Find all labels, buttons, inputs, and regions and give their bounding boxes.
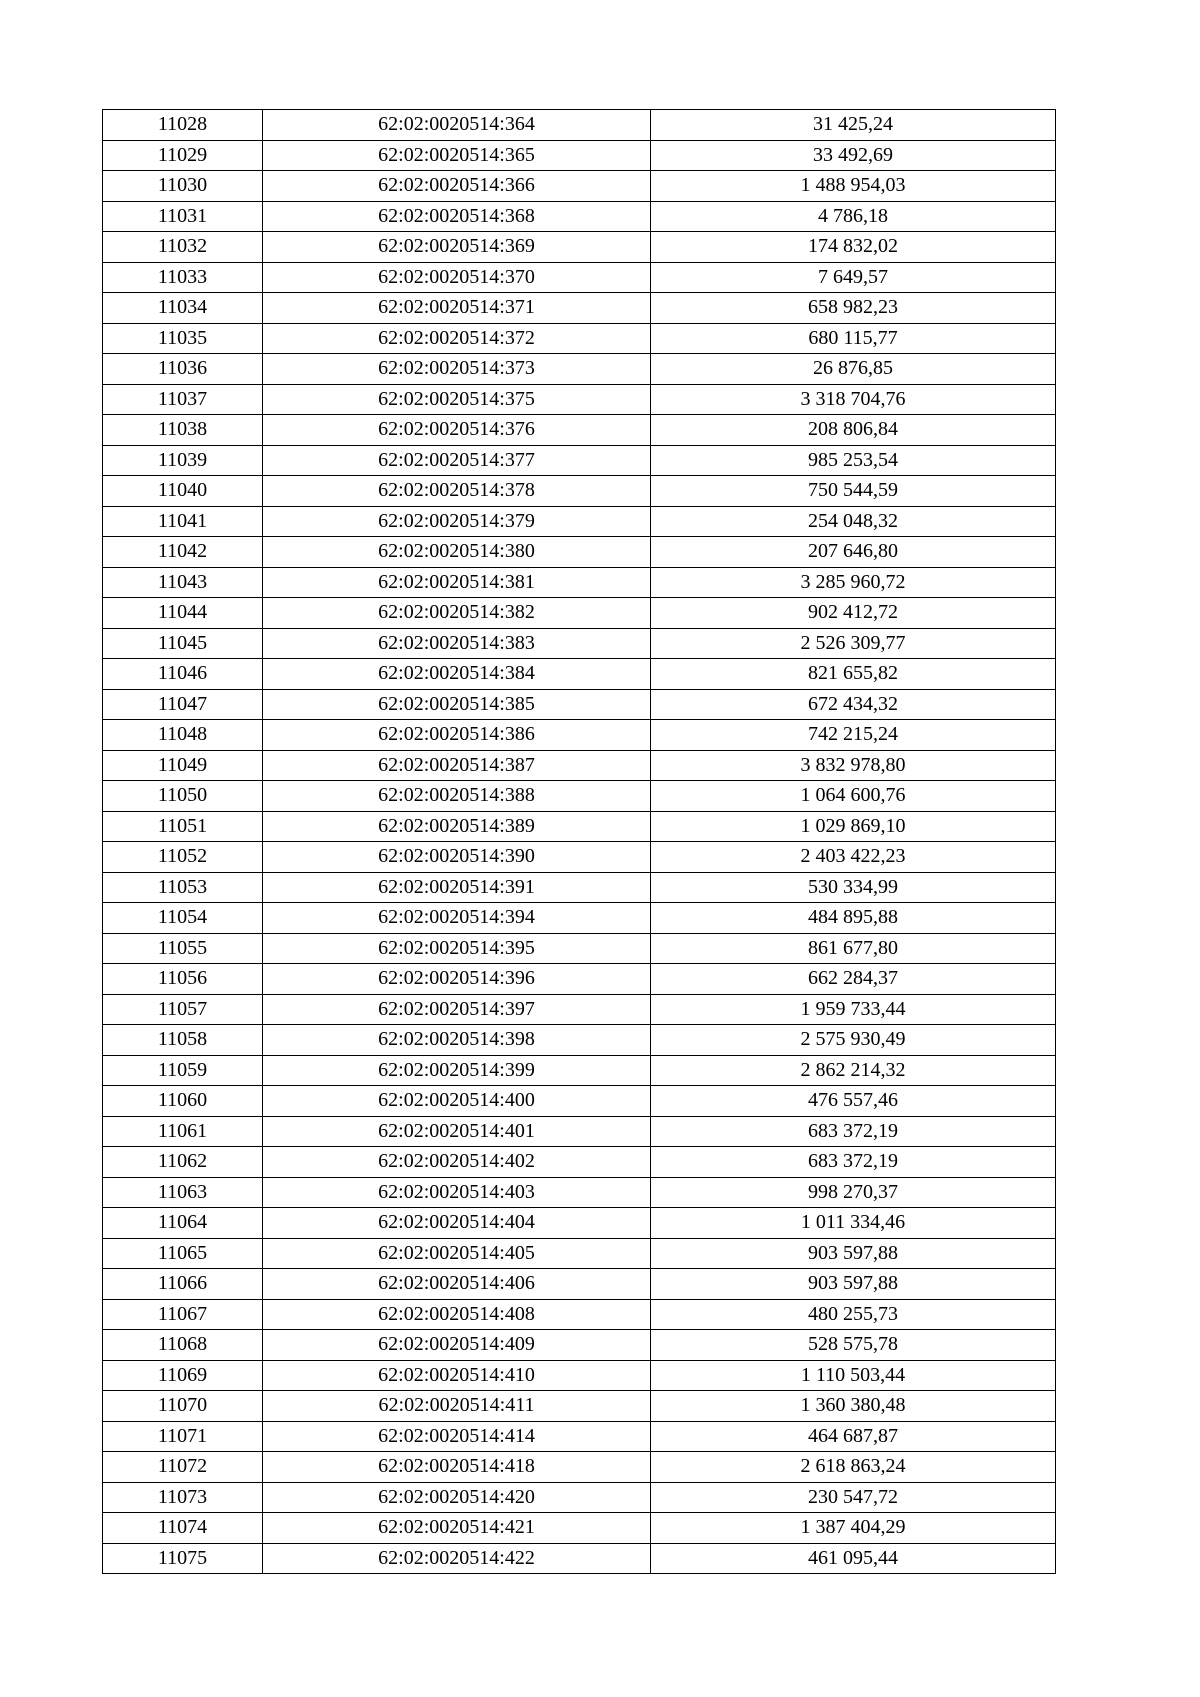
cadastral-number-cell: 62:02:0020514:369 <box>263 232 651 263</box>
table-row <box>103 1330 1056 1361</box>
row-number-cell: 11062 <box>103 1147 263 1178</box>
cadastral-value-cell: 461 095,44 <box>651 1543 1056 1574</box>
table-row <box>103 1482 1056 1513</box>
row-number-cell: 11055 <box>103 933 263 964</box>
row-number-cell: 11036 <box>103 354 263 385</box>
cadastral-value-cell: 985 253,54 <box>651 445 1056 476</box>
table-row <box>103 1025 1056 1056</box>
row-number-cell: 11047 <box>103 689 263 720</box>
cadastral-number-cell: 62:02:0020514:414 <box>263 1421 651 1452</box>
table-row <box>103 354 1056 385</box>
cadastral-number-cell: 62:02:0020514:411 <box>263 1391 651 1422</box>
cadastral-number-cell: 62:02:0020514:366 <box>263 171 651 202</box>
table-row <box>103 201 1056 232</box>
table-row <box>103 750 1056 781</box>
table-row <box>103 476 1056 507</box>
row-number-cell: 11048 <box>103 720 263 751</box>
cadastral-number-cell: 62:02:0020514:383 <box>263 628 651 659</box>
cadastral-value-cell: 207 646,80 <box>651 537 1056 568</box>
table-row <box>103 1147 1056 1178</box>
row-number-cell: 11068 <box>103 1330 263 1361</box>
cadastral-number-cell: 62:02:0020514:404 <box>263 1208 651 1239</box>
table-row <box>103 1421 1056 1452</box>
table-row <box>103 140 1056 171</box>
cadastral-number-cell: 62:02:0020514:401 <box>263 1116 651 1147</box>
cadastral-value-cell: 476 557,46 <box>651 1086 1056 1117</box>
cadastral-number-cell: 62:02:0020514:396 <box>263 964 651 995</box>
cadastral-number-cell: 62:02:0020514:380 <box>263 537 651 568</box>
cadastral-number-cell: 62:02:0020514:376 <box>263 415 651 446</box>
cadastral-value-cell: 902 412,72 <box>651 598 1056 629</box>
table-row <box>103 1360 1056 1391</box>
row-number-cell: 11038 <box>103 415 263 446</box>
cadastral-value-cell: 742 215,24 <box>651 720 1056 751</box>
cadastral-value-cell: 464 687,87 <box>651 1421 1056 1452</box>
cadastral-value-cell: 680 115,77 <box>651 323 1056 354</box>
row-number-cell: 11045 <box>103 628 263 659</box>
cadastral-value-cell: 3 832 978,80 <box>651 750 1056 781</box>
cadastral-value-cell: 658 982,23 <box>651 293 1056 324</box>
cadastral-value-cell: 750 544,59 <box>651 476 1056 507</box>
row-number-cell: 11065 <box>103 1238 263 1269</box>
cadastral-number-cell: 62:02:0020514:403 <box>263 1177 651 1208</box>
cadastral-number-cell: 62:02:0020514:410 <box>263 1360 651 1391</box>
cadastral-number-cell: 62:02:0020514:368 <box>263 201 651 232</box>
cadastral-number-cell: 62:02:0020514:395 <box>263 933 651 964</box>
row-number-cell: 11057 <box>103 994 263 1025</box>
row-number-cell: 11067 <box>103 1299 263 1330</box>
table-row <box>103 232 1056 263</box>
cadastral-value-cell: 903 597,88 <box>651 1238 1056 1269</box>
table-row <box>103 964 1056 995</box>
table-row <box>103 506 1056 537</box>
row-number-cell: 11030 <box>103 171 263 202</box>
cadastral-value-cell: 2 862 214,32 <box>651 1055 1056 1086</box>
cadastral-number-cell: 62:02:0020514:385 <box>263 689 651 720</box>
row-number-cell: 11066 <box>103 1269 263 1300</box>
cadastral-number-cell: 62:02:0020514:364 <box>263 110 651 141</box>
cadastral-number-cell: 62:02:0020514:390 <box>263 842 651 873</box>
table-row <box>103 384 1056 415</box>
row-number-cell: 11031 <box>103 201 263 232</box>
cadastral-value-cell: 998 270,37 <box>651 1177 1056 1208</box>
table-row <box>103 1208 1056 1239</box>
cadastral-number-cell: 62:02:0020514:408 <box>263 1299 651 1330</box>
row-number-cell: 11074 <box>103 1513 263 1544</box>
cadastral-number-cell: 62:02:0020514:384 <box>263 659 651 690</box>
table-body <box>103 110 1056 1574</box>
table-row <box>103 537 1056 568</box>
cadastral-value-table <box>102 109 1056 1574</box>
row-number-cell: 11051 <box>103 811 263 842</box>
row-number-cell: 11071 <box>103 1421 263 1452</box>
cadastral-number-cell: 62:02:0020514:399 <box>263 1055 651 1086</box>
cadastral-value-cell: 26 876,85 <box>651 354 1056 385</box>
cadastral-number-cell: 62:02:0020514:375 <box>263 384 651 415</box>
row-number-cell: 11040 <box>103 476 263 507</box>
table-row <box>103 110 1056 141</box>
cadastral-number-cell: 62:02:0020514:400 <box>263 1086 651 1117</box>
row-number-cell: 11052 <box>103 842 263 873</box>
table-row <box>103 1269 1056 1300</box>
row-number-cell: 11053 <box>103 872 263 903</box>
row-number-cell: 11037 <box>103 384 263 415</box>
cadastral-number-cell: 62:02:0020514:409 <box>263 1330 651 1361</box>
row-number-cell: 11028 <box>103 110 263 141</box>
cadastral-value-cell: 208 806,84 <box>651 415 1056 446</box>
row-number-cell: 11029 <box>103 140 263 171</box>
cadastral-value-cell: 2 403 422,23 <box>651 842 1056 873</box>
row-number-cell: 11063 <box>103 1177 263 1208</box>
row-number-cell: 11072 <box>103 1452 263 1483</box>
row-number-cell: 11061 <box>103 1116 263 1147</box>
table-row <box>103 659 1056 690</box>
cadastral-value-cell: 3 285 960,72 <box>651 567 1056 598</box>
cadastral-number-cell: 62:02:0020514:371 <box>263 293 651 324</box>
cadastral-value-cell: 821 655,82 <box>651 659 1056 690</box>
cadastral-number-cell: 62:02:0020514:405 <box>263 1238 651 1269</box>
cadastral-value-cell: 683 372,19 <box>651 1147 1056 1178</box>
cadastral-number-cell: 62:02:0020514:378 <box>263 476 651 507</box>
cadastral-number-cell: 62:02:0020514:365 <box>263 140 651 171</box>
cadastral-value-cell: 662 284,37 <box>651 964 1056 995</box>
table-row <box>103 1452 1056 1483</box>
cadastral-number-cell: 62:02:0020514:386 <box>263 720 651 751</box>
table-row <box>103 1086 1056 1117</box>
table-row <box>103 933 1056 964</box>
row-number-cell: 11041 <box>103 506 263 537</box>
row-number-cell: 11034 <box>103 293 263 324</box>
table-row <box>103 1177 1056 1208</box>
cadastral-value-cell: 861 677,80 <box>651 933 1056 964</box>
row-number-cell: 11064 <box>103 1208 263 1239</box>
table-row <box>103 415 1056 446</box>
table-row <box>103 720 1056 751</box>
cadastral-value-cell: 1 959 733,44 <box>651 994 1056 1025</box>
cadastral-number-cell: 62:02:0020514:373 <box>263 354 651 385</box>
cadastral-value-cell: 174 832,02 <box>651 232 1056 263</box>
cadastral-number-cell: 62:02:0020514:387 <box>263 750 651 781</box>
cadastral-number-cell: 62:02:0020514:370 <box>263 262 651 293</box>
cadastral-value-cell: 1 064 600,76 <box>651 781 1056 812</box>
table-row <box>103 1299 1056 1330</box>
row-number-cell: 11058 <box>103 1025 263 1056</box>
table-row <box>103 1055 1056 1086</box>
table-row <box>103 1391 1056 1422</box>
cadastral-number-cell: 62:02:0020514:418 <box>263 1452 651 1483</box>
cadastral-number-cell: 62:02:0020514:421 <box>263 1513 651 1544</box>
row-number-cell: 11043 <box>103 567 263 598</box>
row-number-cell: 11075 <box>103 1543 263 1574</box>
row-number-cell: 11035 <box>103 323 263 354</box>
row-number-cell: 11069 <box>103 1360 263 1391</box>
table-row <box>103 171 1056 202</box>
cadastral-number-cell: 62:02:0020514:402 <box>263 1147 651 1178</box>
cadastral-value-cell: 2 575 930,49 <box>651 1025 1056 1056</box>
row-number-cell: 11056 <box>103 964 263 995</box>
table-row <box>103 842 1056 873</box>
cadastral-value-cell: 230 547,72 <box>651 1482 1056 1513</box>
cadastral-value-cell: 1 488 954,03 <box>651 171 1056 202</box>
table-row <box>103 323 1056 354</box>
cadastral-number-cell: 62:02:0020514:379 <box>263 506 651 537</box>
cadastral-value-cell: 254 048,32 <box>651 506 1056 537</box>
row-number-cell: 11046 <box>103 659 263 690</box>
table-row <box>103 1116 1056 1147</box>
table-row <box>103 781 1056 812</box>
row-number-cell: 11033 <box>103 262 263 293</box>
table-row <box>103 262 1056 293</box>
cadastral-value-cell: 903 597,88 <box>651 1269 1056 1300</box>
table-row <box>103 567 1056 598</box>
cadastral-value-cell: 2 618 863,24 <box>651 1452 1056 1483</box>
cadastral-number-cell: 62:02:0020514:388 <box>263 781 651 812</box>
row-number-cell: 11049 <box>103 750 263 781</box>
cadastral-value-cell: 683 372,19 <box>651 1116 1056 1147</box>
cadastral-number-cell: 62:02:0020514:394 <box>263 903 651 934</box>
row-number-cell: 11054 <box>103 903 263 934</box>
row-number-cell: 11050 <box>103 781 263 812</box>
cadastral-value-cell: 33 492,69 <box>651 140 1056 171</box>
row-number-cell: 11070 <box>103 1391 263 1422</box>
cadastral-value-cell: 672 434,32 <box>651 689 1056 720</box>
cadastral-value-cell: 484 895,88 <box>651 903 1056 934</box>
table-row <box>103 1238 1056 1269</box>
table-row <box>103 628 1056 659</box>
row-number-cell: 11042 <box>103 537 263 568</box>
cadastral-value-cell: 31 425,24 <box>651 110 1056 141</box>
table-row <box>103 872 1056 903</box>
cadastral-number-cell: 62:02:0020514:372 <box>263 323 651 354</box>
row-number-cell: 11059 <box>103 1055 263 1086</box>
table-row <box>103 293 1056 324</box>
row-number-cell: 11039 <box>103 445 263 476</box>
cadastral-value-cell: 1 011 334,46 <box>651 1208 1056 1239</box>
cadastral-number-cell: 62:02:0020514:420 <box>263 1482 651 1513</box>
cadastral-number-cell: 62:02:0020514:389 <box>263 811 651 842</box>
cadastral-value-cell: 1 387 404,29 <box>651 1513 1056 1544</box>
row-number-cell: 11073 <box>103 1482 263 1513</box>
cadastral-number-cell: 62:02:0020514:422 <box>263 1543 651 1574</box>
table-row <box>103 994 1056 1025</box>
cadastral-value-cell: 4 786,18 <box>651 201 1056 232</box>
cadastral-value-cell: 530 334,99 <box>651 872 1056 903</box>
table-row <box>103 598 1056 629</box>
cadastral-number-cell: 62:02:0020514:398 <box>263 1025 651 1056</box>
cadastral-value-cell: 528 575,78 <box>651 1330 1056 1361</box>
cadastral-value-cell: 2 526 309,77 <box>651 628 1056 659</box>
table-row <box>103 1513 1056 1544</box>
cadastral-value-cell: 1 029 869,10 <box>651 811 1056 842</box>
table-row <box>103 811 1056 842</box>
cadastral-value-cell: 1 110 503,44 <box>651 1360 1056 1391</box>
cadastral-value-cell: 3 318 704,76 <box>651 384 1056 415</box>
cadastral-number-cell: 62:02:0020514:397 <box>263 994 651 1025</box>
cadastral-number-cell: 62:02:0020514:377 <box>263 445 651 476</box>
cadastral-value-cell: 7 649,57 <box>651 262 1056 293</box>
table-row <box>103 903 1056 934</box>
cadastral-number-cell: 62:02:0020514:382 <box>263 598 651 629</box>
cadastral-number-cell: 62:02:0020514:381 <box>263 567 651 598</box>
table-row <box>103 1543 1056 1574</box>
cadastral-number-cell: 62:02:0020514:406 <box>263 1269 651 1300</box>
row-number-cell: 11060 <box>103 1086 263 1117</box>
cadastral-number-cell: 62:02:0020514:391 <box>263 872 651 903</box>
table-row <box>103 689 1056 720</box>
row-number-cell: 11032 <box>103 232 263 263</box>
cadastral-value-cell: 1 360 380,48 <box>651 1391 1056 1422</box>
cadastral-value-cell: 480 255,73 <box>651 1299 1056 1330</box>
table-row <box>103 445 1056 476</box>
row-number-cell: 11044 <box>103 598 263 629</box>
